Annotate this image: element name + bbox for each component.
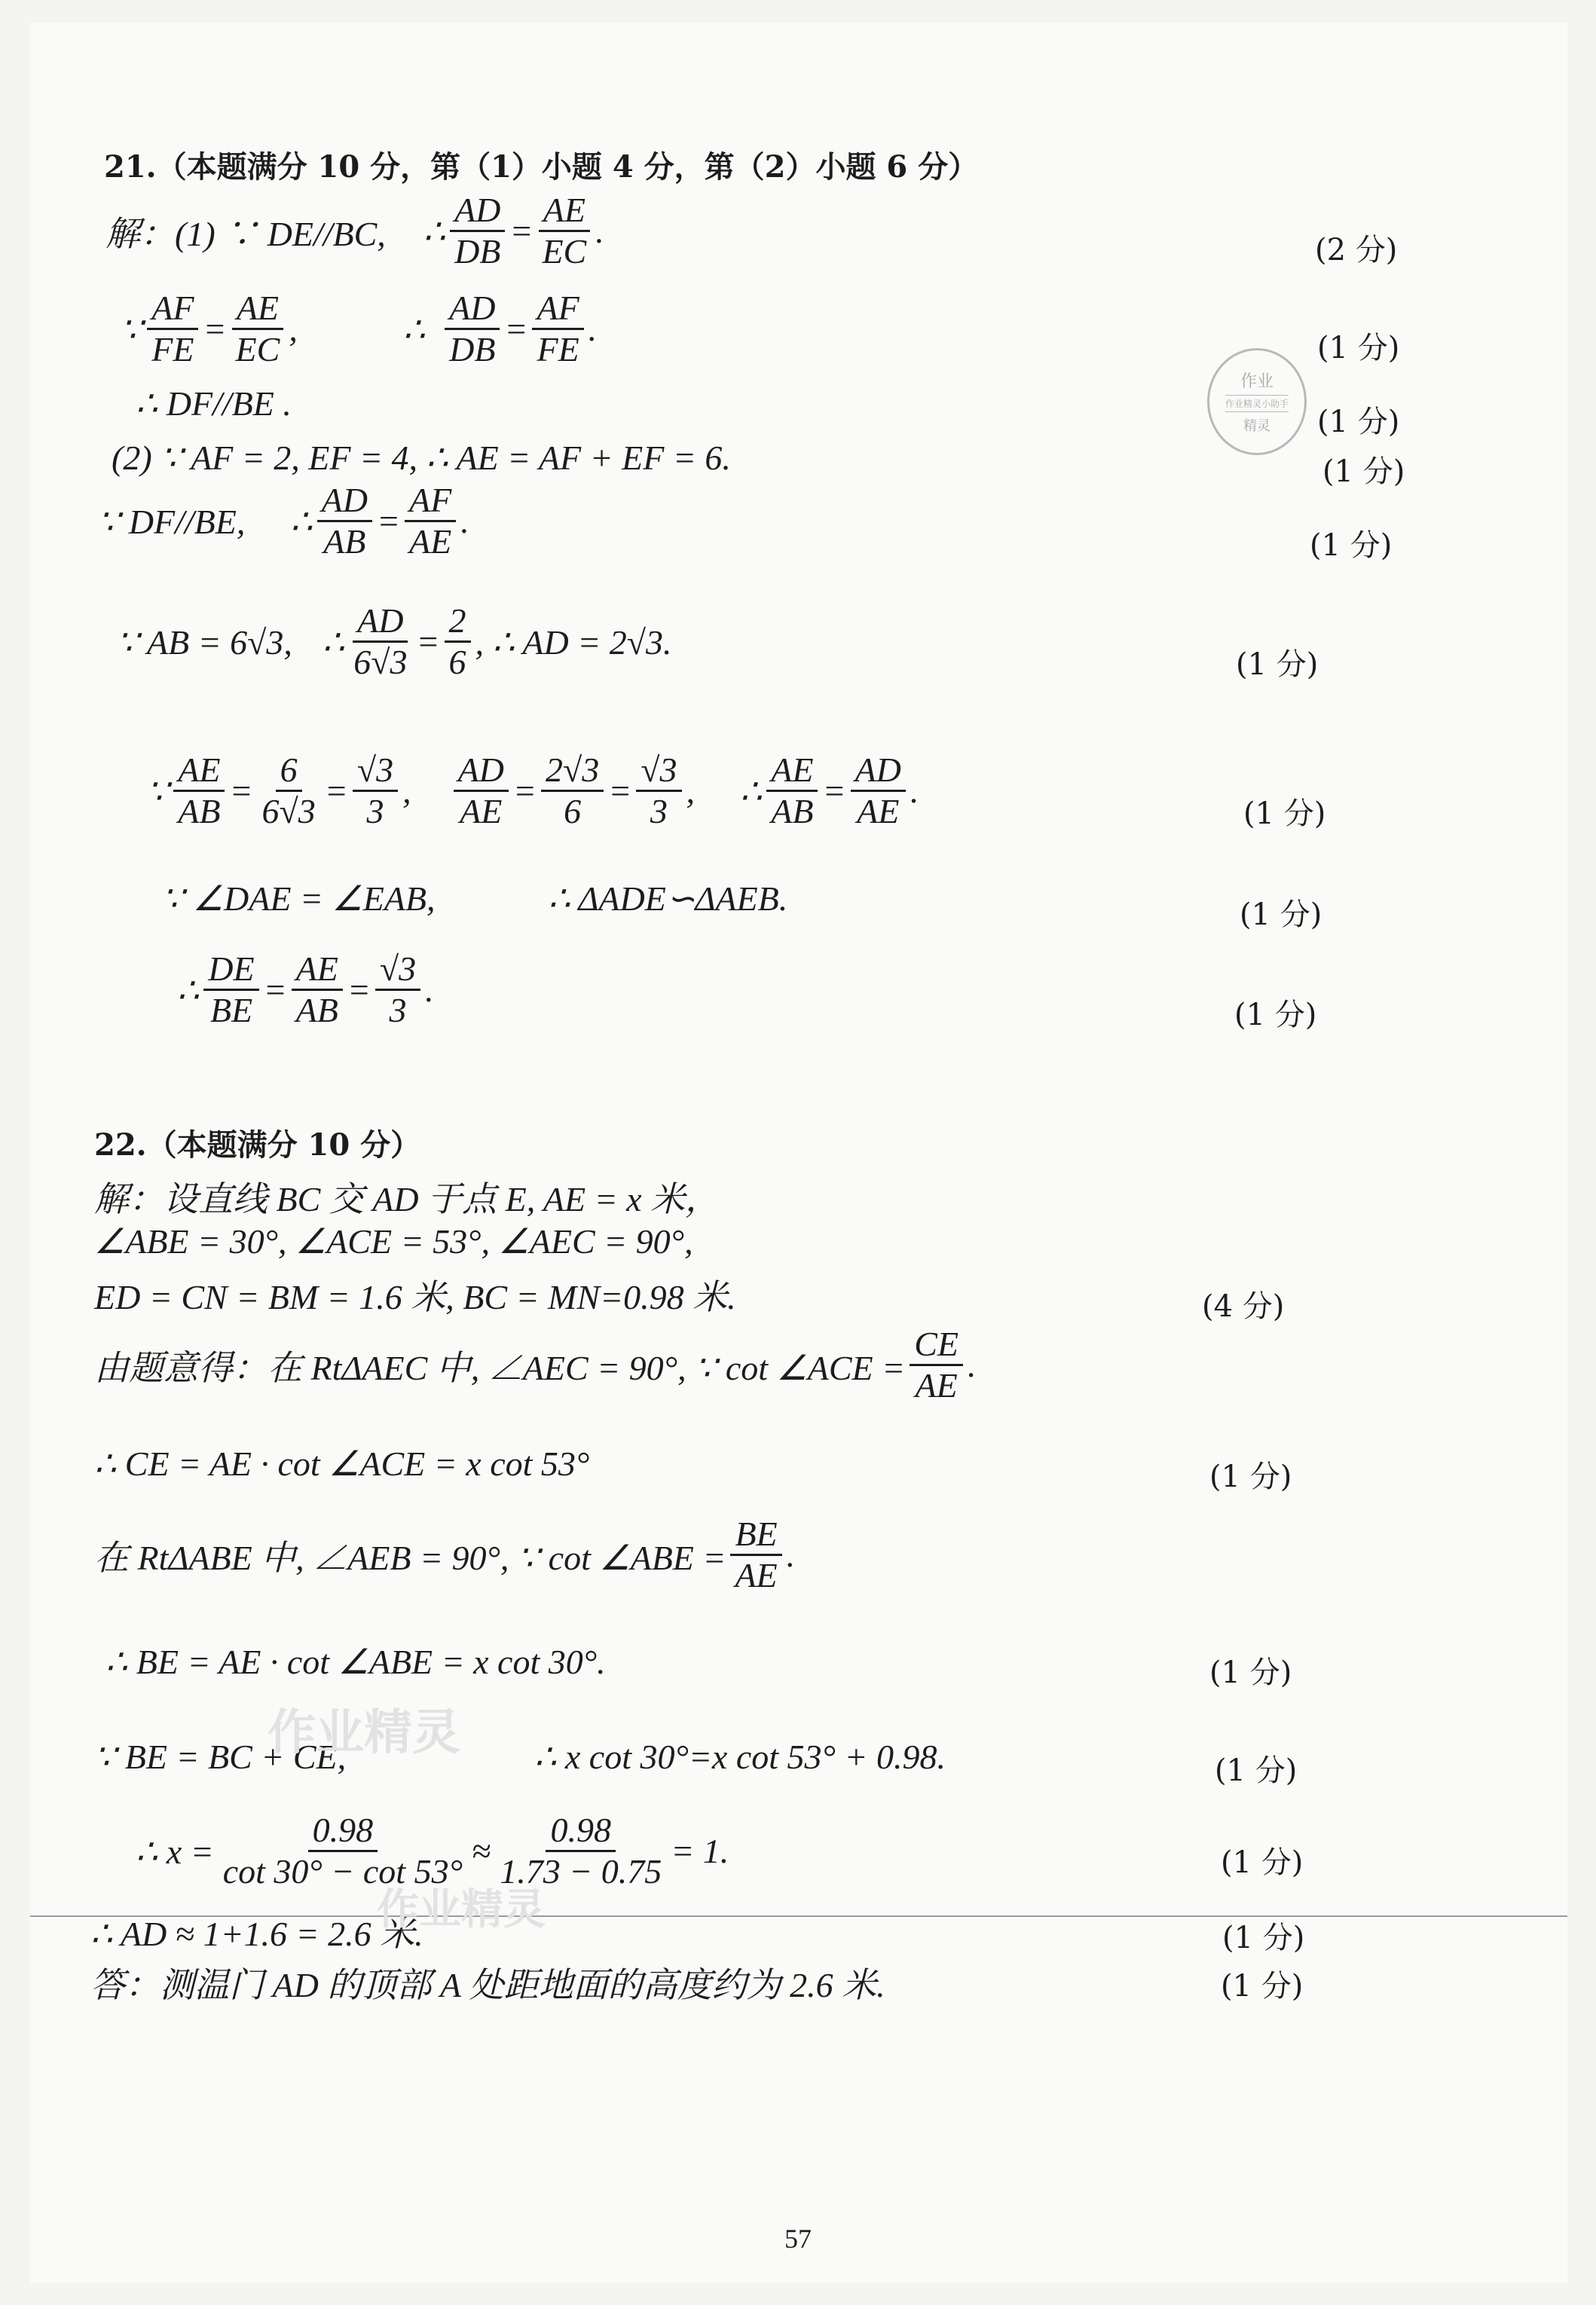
score-mark: (1 分) — [1236, 647, 1319, 682]
fraction: $\frac{AD}{AB}$ — [317, 482, 372, 561]
score-mark: (1 分) — [1209, 1460, 1292, 1494]
fraction: $\frac{0.98}{1.73 - 0.75}$ — [500, 1811, 662, 1891]
fraction: $\frac{AD}{AE}$ — [851, 752, 906, 830]
score-mark: (1 分) — [1310, 528, 1393, 563]
score-mark: (4 分) — [1202, 1289, 1285, 1324]
score-mark: (1 分) — [1222, 1921, 1305, 1955]
watermark-text: 作业精灵 — [268, 1705, 460, 1761]
score-mark: (1 分) — [1240, 897, 1322, 932]
score-mark: (1 分) — [1221, 1845, 1304, 1880]
q21-line-2: ∵ $\frac{AF}{FE}$ = $\frac{AE}{EC}$ , ∴ $\frac{AD}{DB}$ = $\frac{AF}{FE}$ . — [121, 289, 598, 369]
q22-line-4: 由题意得：在 RtΔAEC 中, ∠AEC = 90°, ∵ cot ∠ACE = $\frac{CE}{AE}$ . — [94, 1325, 977, 1405]
fraction: $\frac{AE}{EC}$ — [537, 192, 591, 271]
q22-line-3: ED = CN = BM = 1.6 米, BC = MN=0.98 米. — [94, 1278, 736, 1316]
score-mark: (1 分) — [1243, 796, 1326, 831]
q22-line-1: 解：设直线 BC 交 AD 于点 E, AE = x 米， — [94, 1180, 720, 1218]
q22-line-10: ∴ AD ≈ 1+1.6 = 2.6 米. — [90, 1915, 423, 1953]
q21-line-9: ∴ $\frac{DE}{BE}$ = $\frac{AE}{AB}$ = $\frac{√3}{3}$ . — [177, 949, 434, 1030]
q22-line-9: ∴ x = $\frac{0.98}{\cot 30^\circ - \cot 53^\circ}$ ≈ $\frac{0.98}{1.73 - 0.75}$ = 1. — [136, 1811, 729, 1891]
score-mark: (1 分) — [1317, 331, 1400, 365]
fraction: $\frac{BE}{AE}$ — [730, 1516, 781, 1594]
fraction: $\frac{√3}{3}$ — [353, 752, 398, 830]
q22-title: 22.（本题满分 10 分） — [94, 1127, 421, 1163]
fraction: $\frac{6}{6√3}$ — [261, 751, 316, 831]
q22-line-7: ∴ BE = AE · cot ∠ABE = x cot 30°. — [105, 1643, 606, 1681]
fraction: $\frac{AD}{AE}$ — [454, 752, 509, 830]
fraction: $\frac{AF}{AE}$ — [405, 482, 456, 561]
watermark-text: 作业精灵 — [377, 1885, 546, 1934]
q21-line-3: ∴ DF//BE . — [136, 384, 292, 423]
q21-line-4: (2) ∵ AF = 2, EF = 4, ∴ AE = AF + EF = 6. — [112, 439, 731, 477]
q22-line-8: ∵ BE = BC + CE, ∴ x cot 30°=x cot 53° + 0.98. — [94, 1738, 946, 1776]
q21-line-1: 解：(1) ∵ DE//BC, ∴ $\frac{AD}{DB}$ = $\frac{AE}{EC}$ . — [105, 191, 604, 271]
seal-stamp: 作业 作业精灵小助手 精灵 — [1207, 348, 1307, 455]
score-mark: (1 分) — [1215, 1753, 1298, 1788]
score-mark: (1 分) — [1317, 405, 1400, 439]
score-mark: (1 分) — [1209, 1655, 1292, 1690]
fraction: $\frac{2√3}{6}$ — [541, 752, 604, 830]
fraction: $\frac{DE}{BE}$ — [203, 951, 258, 1029]
fraction: $\frac{AE}{AB}$ — [766, 752, 818, 830]
q22-line-2: ∠ABE = 30°, ∠ACE = 53°, ∠AEC = 90°, — [94, 1222, 693, 1261]
fraction: $\frac{AD}{DB}$ — [450, 192, 505, 271]
score-mark: (2 分) — [1315, 233, 1398, 267]
fraction: $\frac{AE}{AB}$ — [292, 951, 343, 1029]
fraction: $\frac{√3}{3}$ — [636, 752, 681, 830]
fraction: $\frac{AD}{6√3}$ — [353, 601, 408, 682]
fraction: $\frac{CE}{AE}$ — [910, 1326, 963, 1405]
fraction: $\frac{AE}{EC}$ — [231, 290, 285, 368]
q21-line-6: ∵ AB = 6√3, ∴ $\frac{AD}{6√3}$ = $\frac{2}{6}$ , ∴ AD = 2√3. — [117, 601, 672, 682]
fraction: $\frac{AD}{DB}$ — [445, 290, 500, 368]
q21-title: 21.（本题满分 10 分，第（1）小题 4 分，第（2）小题 6 分） — [104, 149, 979, 185]
score-mark: (1 分) — [1221, 1969, 1304, 2004]
score-mark: (1 分) — [1234, 998, 1317, 1032]
fraction: $\frac{AF}{FE}$ — [147, 290, 198, 368]
q21-line-5: ∵ DF//BE, ∴ $\frac{AD}{AB}$ = $\frac{AF}{AE}$ . — [98, 481, 469, 561]
fraction: $\frac{AF}{FE}$ — [532, 290, 583, 368]
fraction: $\frac{2}{6}$ — [445, 603, 471, 681]
fraction: $\frac{0.98}{\cot 30^\circ - \cot 53^\circ}$ — [222, 1811, 463, 1891]
q21-line-8: ∵ ∠DAE = ∠EAB, ∴ ΔADE∽ΔAEB. — [162, 879, 788, 918]
score-mark: (1 分) — [1322, 454, 1405, 489]
page-number: 57 — [784, 2224, 812, 2254]
q22-answer: 答：测温门 AD 的顶部 A 处距地面的高度约为 2.6 米. — [90, 1966, 885, 2004]
q21-line-7: ∵ $\frac{AE}{AB}$ = $\frac{6}{6√3}$ = $\frac{√3}{3}$ , $\frac{AD}{AE}$ = $\frac{2√3}{6}$ = $\frac{√3}{3}$ , ∴ $\frac{AE}{AB}$ = $\frac{AD}{AE}$ . — [147, 751, 919, 831]
q22-line-6: 在 RtΔABE 中, ∠AEB = 90°, ∵ cot ∠ABE = $\frac{BE}{AE}$ . — [94, 1515, 796, 1595]
fraction: $\frac{AE}{AB}$ — [173, 752, 225, 830]
fraction: $\frac{√3}{3}$ — [375, 951, 420, 1029]
q22-line-5: ∴ CE = AE · cot ∠ACE = x cot 53° — [94, 1444, 590, 1483]
